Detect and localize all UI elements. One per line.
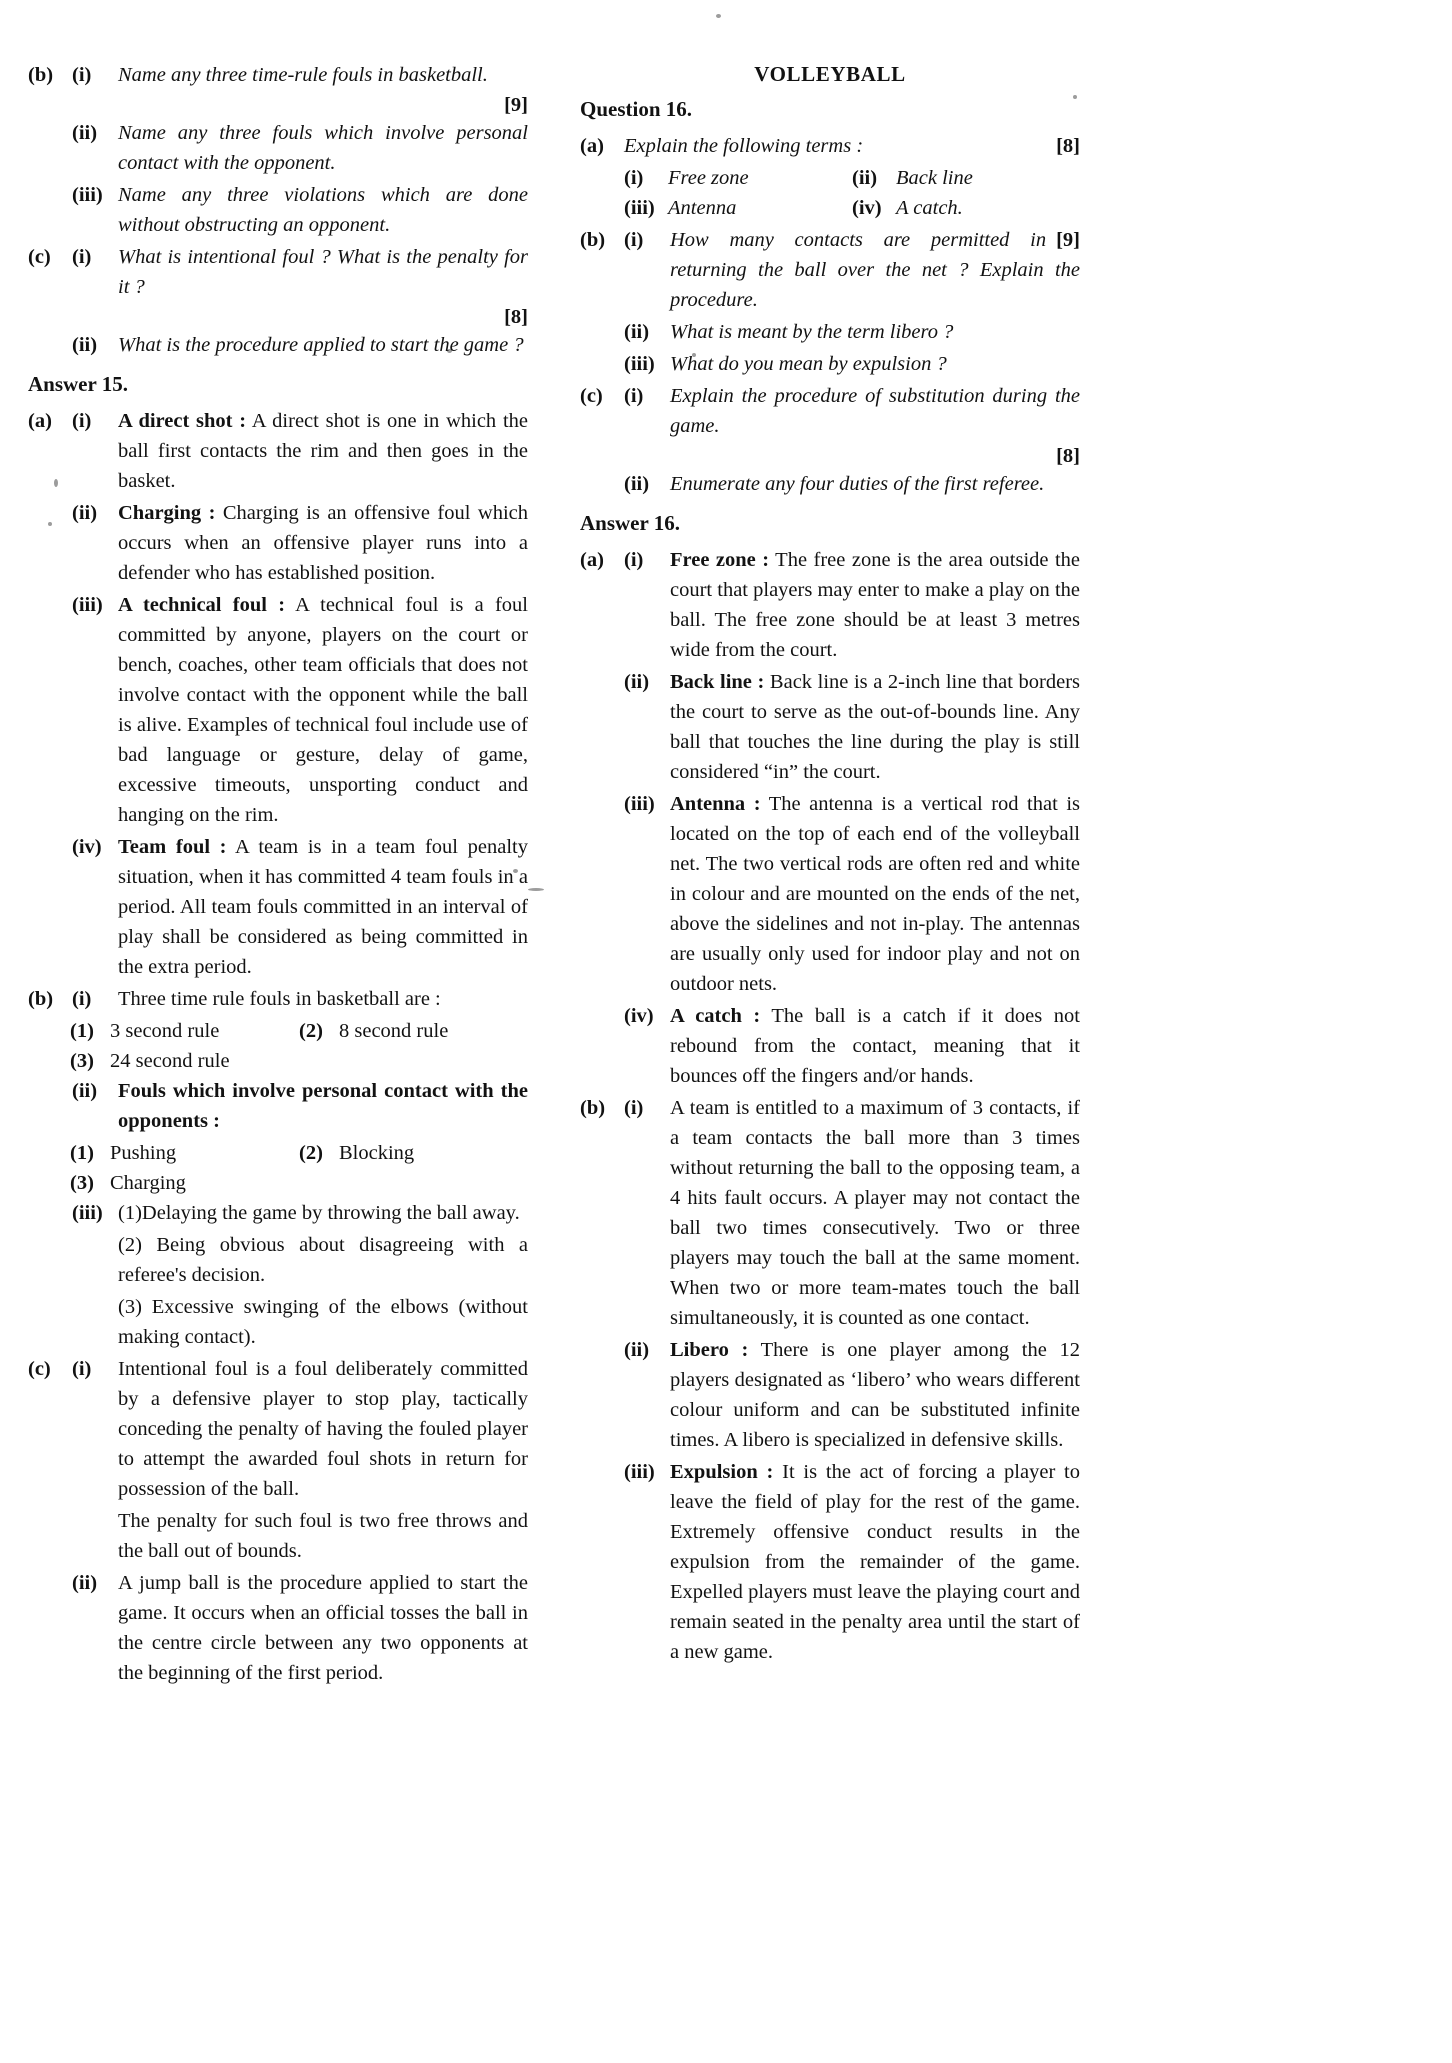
q15b-iii-num: (iii) <box>72 184 103 206</box>
ans15a-i-body <box>118 406 528 496</box>
q15c-marks: [8] <box>504 306 528 328</box>
ans15b-iii-num: (iii) <box>72 1202 103 1224</box>
numbered-row <box>70 1046 528 1076</box>
terms-row <box>624 193 1080 223</box>
answer-15-a <box>28 406 528 496</box>
numbered-row <box>70 1016 528 1046</box>
ans16b-i-num: (i) <box>624 1097 644 1119</box>
list-item <box>70 1046 299 1076</box>
q16a-terms <box>580 163 1080 223</box>
ans15a-ii-text: Charging is an offensive foul which occurs when an offensive player runs into a defender who has established position. <box>118 502 528 584</box>
q16b-label: (b) <box>580 229 606 251</box>
q15c-i-text: What is intentional foul ? What is the penalty for it ? <box>118 246 528 298</box>
ans15c-i-num: (i) <box>72 1358 92 1380</box>
ans16a-iii-term: Antenna : <box>670 793 761 815</box>
ans15a-label: (a) <box>28 410 52 432</box>
q16b-item-ii <box>580 317 1080 347</box>
ans15a-ii-num: (ii) <box>72 502 98 524</box>
ans15a-iv-term: Team foul : <box>118 836 227 858</box>
answer-16-heading: Answer 16. <box>580 511 680 535</box>
q16b-ii-text: What is meant by the term libero ? <box>670 321 954 343</box>
ans16b-iii-num: (iii) <box>624 1461 655 1483</box>
q16a-label: (a) <box>580 135 604 157</box>
list-item <box>299 1138 528 1168</box>
q15b-iii-text: Name any three violations which are done without obstructing an opponent. <box>118 184 528 236</box>
ans15b-item-ii <box>28 1076 528 1136</box>
ans16b-item-ii <box>580 1335 1080 1455</box>
ans15a-iii-num: (iii) <box>72 594 103 616</box>
ans16a-label: (a) <box>580 549 604 571</box>
ans16b-iii-text: It is the act of forcing a player to leave the field of play for the rest of the game. Extremely offensive conduct results in the expulsion from the remainder of the game. Expelled players must leave the playing court and remain seated in the penalty area until the start of a new game. <box>670 1461 1080 1663</box>
term-item <box>624 163 852 193</box>
q15c-item-ii <box>28 330 528 360</box>
q16a-stem-text: Explain the following terms : <box>624 135 864 157</box>
ans15b-iii-text-3: (3) Excessive swinging of the elbows (without making contact). <box>118 1296 528 1348</box>
q15c-ii-text: What is the procedure applied to start the game ? <box>118 334 524 356</box>
q15b-i-num: (i) <box>72 64 92 86</box>
ans15c-item-ii <box>28 1568 528 1688</box>
answer-15-heading: Answer 15. <box>28 372 128 396</box>
ans16a-item-ii <box>580 667 1080 787</box>
q16a-stem <box>624 131 1080 161</box>
term-3-num: (iii) <box>624 197 655 219</box>
ans15a-item-ii <box>28 498 528 588</box>
ans15b-iii-item-2 <box>28 1230 528 1290</box>
question-15-b <box>28 60 528 90</box>
ans16a-iv-num: (iv) <box>624 1005 654 1027</box>
ans16a-i-num: (i) <box>624 549 644 571</box>
ans16a-iii-num: (iii) <box>624 793 655 815</box>
item-1-label: (1) <box>70 1142 94 1164</box>
question-16-heading: Question 16. <box>580 97 693 121</box>
ans15a-i-num: (i) <box>72 410 92 432</box>
term-item <box>852 193 1080 223</box>
ans16b-item-iii <box>580 1457 1080 1667</box>
q16b-i-body <box>670 225 1080 315</box>
list-item <box>70 1016 299 1046</box>
ans15b-time-rule-list <box>70 1016 528 1076</box>
q15b-item-ii <box>28 118 528 178</box>
ans15c-ii-num: (ii) <box>72 1572 98 1594</box>
item-2-label: (2) <box>299 1020 323 1042</box>
q16b-ii-num: (ii) <box>624 321 650 343</box>
q16c-ii-text: Enumerate any four duties of the first referee. <box>670 473 1045 495</box>
ans15b-iii-item-3 <box>28 1292 528 1352</box>
item-2-text: 8 second rule <box>339 1020 449 1042</box>
term-3-text: Antenna <box>668 197 737 219</box>
ans15a-iv-num: (iv) <box>72 836 102 858</box>
answer-16-b <box>580 1093 1080 1333</box>
q15b-i-text: Name any three time-rule fouls in basketball. <box>118 64 488 86</box>
q16b-iii-text: What do you mean by expulsion ? <box>670 353 947 375</box>
item-3-text: Charging <box>110 1172 186 1194</box>
q15c-ii-num: (ii) <box>72 334 98 356</box>
answer-15-c <box>28 1354 528 1504</box>
question-15-c <box>28 242 528 302</box>
q16c-item-ii <box>580 469 1080 499</box>
terms-row <box>624 163 1080 193</box>
left-column <box>28 60 528 1690</box>
ans15a-iv-text: A team is in a team foul penalty situation, when it has committed 4 team fouls in a period. All team fouls committed in an interval of play shall be considered as being committed in the extra period. <box>118 836 528 978</box>
term-2-text: Back line <box>896 167 973 189</box>
question-16-a <box>580 131 1080 161</box>
ans15a-iii-text: A technical foul is a foul committed by anyone, players on the court or bench, coaches, other team officials that does not involve contact with the opponent while the ball is alive. Examples of technical foul include use of bad language or gesture, delay of game, excessive timeouts, unsporting conduct and hanging on the rim. <box>118 594 528 826</box>
item-1-label: (1) <box>70 1020 94 1042</box>
item-3-label: (3) <box>70 1050 94 1072</box>
q16b-i-text: How many contacts are permitted in returning the ball over the net ? Explain the procedure. <box>670 229 1080 311</box>
ans15a-item-iii <box>28 590 528 830</box>
list-item <box>70 1138 299 1168</box>
term-4-num: (iv) <box>852 197 882 219</box>
q15b-label: (b) <box>28 64 54 86</box>
q16c-label: (c) <box>580 385 603 407</box>
ans16a-iv-body <box>670 1001 1080 1091</box>
ans16a-i-body <box>670 545 1080 665</box>
ans15b-ii-num: (ii) <box>72 1080 98 1102</box>
ans15c-label: (c) <box>28 1358 51 1380</box>
q15c-i-num: (i) <box>72 246 92 268</box>
ans15b-i-num: (i) <box>72 988 92 1010</box>
list-item <box>299 1016 528 1046</box>
q15b-ii-num: (ii) <box>72 122 98 144</box>
ans15c-penalty-note <box>28 1506 528 1566</box>
ans16a-iii-text: The antenna is a vertical rod that is located on the top of each end of the volleyball net. The two vertical rods are often red and white in colour and are mounted on the ends of the net, above the sidelines and not in-play. The antennas are usually only used for indoor play and not on outdoor nets. <box>670 793 1080 995</box>
ans16b-iii-body <box>670 1457 1080 1667</box>
item-3-label: (3) <box>70 1172 94 1194</box>
ans16b-label: (b) <box>580 1097 606 1119</box>
ans15a-item-iv <box>28 832 528 982</box>
item-3-text: 24 second rule <box>110 1050 230 1072</box>
term-1-num: (i) <box>624 167 644 189</box>
two-column-layout <box>28 60 1424 1690</box>
q16b-iii-num: (iii) <box>624 353 655 375</box>
item-1-text: 3 second rule <box>110 1020 220 1042</box>
term-1-text: Free zone <box>668 167 749 189</box>
answer-16-a <box>580 545 1080 665</box>
question-16-c <box>580 381 1080 441</box>
ans16a-item-iv <box>580 1001 1080 1091</box>
item-2-text: Blocking <box>339 1142 415 1164</box>
q16a-marks: [8] <box>1056 135 1080 157</box>
terms-pairs <box>624 163 1080 223</box>
ans15a-iii-body <box>118 590 528 830</box>
q15b-ii-text: Name any three fouls which involve personal contact with the opponent. <box>118 122 528 174</box>
q16a-terms-grid <box>624 163 1080 223</box>
ans15b-i-text: Three time rule fouls in basketball are : <box>118 988 441 1010</box>
term-item <box>852 163 1080 193</box>
ans15a-i-term: A direct shot : <box>118 410 247 432</box>
ans16a-iv-term: A catch : <box>670 1005 761 1027</box>
term-item <box>624 193 852 223</box>
ans16a-i-text: The free zone is the area outside the court that players may enter to make a play on the ball. The free zone should be at least 3 metres wide from the court. <box>670 549 1081 661</box>
ans15b-iii-text-1: (1)Delaying the game by throwing the ball away. <box>118 1202 520 1224</box>
q16b-marks: [9] <box>1056 229 1080 251</box>
ans15b-ii-text: Fouls which involve personal contact with the opponents : <box>118 1080 528 1132</box>
ans15b-label: (b) <box>28 988 54 1010</box>
ans16b-ii-text: There is one player among the 12 players designated as ‘libero’ who wears different colour uniform and can be substituted infinite times. A libero is specialized in defensive skills. <box>670 1339 1080 1451</box>
ans15b-item-iii <box>28 1198 528 1228</box>
q16c-ii-num: (ii) <box>624 473 650 495</box>
numbered-row <box>70 1168 528 1198</box>
ans15c-penalty-text: The penalty for such foul is two free throws and the ball out of bounds. <box>118 1510 528 1562</box>
q15b-item-iii <box>28 180 528 240</box>
ans16a-ii-text: Back line is a 2-inch line that borders the court to serve as the out-of-bounds line. Any ball that touches the line during the play is still considered “in” the court. <box>670 671 1080 783</box>
ans16a-ii-term: Back line : <box>670 671 765 693</box>
ans15b-personal-contact-list <box>70 1138 528 1198</box>
ans16a-ii-body <box>670 667 1080 787</box>
scan-speck <box>716 14 721 18</box>
question-16-b <box>580 225 1080 315</box>
ans15a-i-text: A direct shot is one in which the ball first contacts the rim and then goes in the basket. <box>118 410 528 492</box>
numbered-row <box>70 1138 528 1168</box>
q15b-marks: [9] <box>504 94 528 116</box>
q16b-item-iii <box>580 349 1080 379</box>
term-2-num: (ii) <box>852 167 878 189</box>
ans16b-ii-term: Libero : <box>670 1339 749 1361</box>
ans16a-item-iii <box>580 789 1080 999</box>
ans15b-iii-text-2: (2) Being obvious about disagreeing with a referee's decision. <box>118 1234 528 1286</box>
q16b-i-num: (i) <box>624 229 644 251</box>
volleyball-section-heading: VOLLEYBALL <box>754 62 906 86</box>
ans16b-ii-body <box>670 1335 1080 1455</box>
ans15c-ii-text: A jump ball is the procedure applied to start the game. It occurs when an official tosses the ball in the centre circle between any two opponents at the beginning of the first period. <box>118 1572 528 1684</box>
ans16a-i-term: Free zone : <box>670 549 770 571</box>
ans16b-i-text: A team is entitled to a maximum of 3 contacts, if a team contacts the ball more than 3 times without returning the ball to the opposing team, a 4 hits fault occurs. A player may not contact the ball two times consecutively. Two or three players may touch the ball at the same moment. When two or more team-mates touch the ball simultaneously, it is counted as one contact. <box>670 1097 1080 1329</box>
ans16a-iv-text: The ball is a catch if it does not rebound from the contact, meaning that it bounces off the fingers and/or hands. <box>670 1005 1080 1087</box>
q16c-marks: [8] <box>1056 445 1080 467</box>
ans15a-iv-body <box>118 832 528 982</box>
answer-15-b <box>28 984 528 1014</box>
q16c-i-text: Explain the procedure of substitution during the game. <box>670 385 1080 437</box>
ans15a-ii-term: Charging : <box>118 502 216 524</box>
ans15a-ii-body <box>118 498 528 588</box>
ans16a-ii-num: (ii) <box>624 671 650 693</box>
ans15c-i-text: Intentional foul is a foul deliberately committed by a defensive player to stop play, tactically conceding the penalty of having the fouled player to attempt the awarded foul shots in return for possession of the ball. <box>118 1358 528 1500</box>
right-column <box>580 60 1080 1690</box>
ans16b-ii-num: (ii) <box>624 1339 650 1361</box>
item-2-label: (2) <box>299 1142 323 1164</box>
ans15a-iii-term: A technical foul : <box>118 594 286 616</box>
q16c-i-num: (i) <box>624 385 644 407</box>
ans16a-iii-body <box>670 789 1080 999</box>
term-4-text: A catch. <box>896 197 963 219</box>
list-item <box>70 1168 299 1198</box>
item-1-text: Pushing <box>110 1142 177 1164</box>
q15c-label: (c) <box>28 246 51 268</box>
ans16b-iii-term: Expulsion : <box>670 1461 774 1483</box>
